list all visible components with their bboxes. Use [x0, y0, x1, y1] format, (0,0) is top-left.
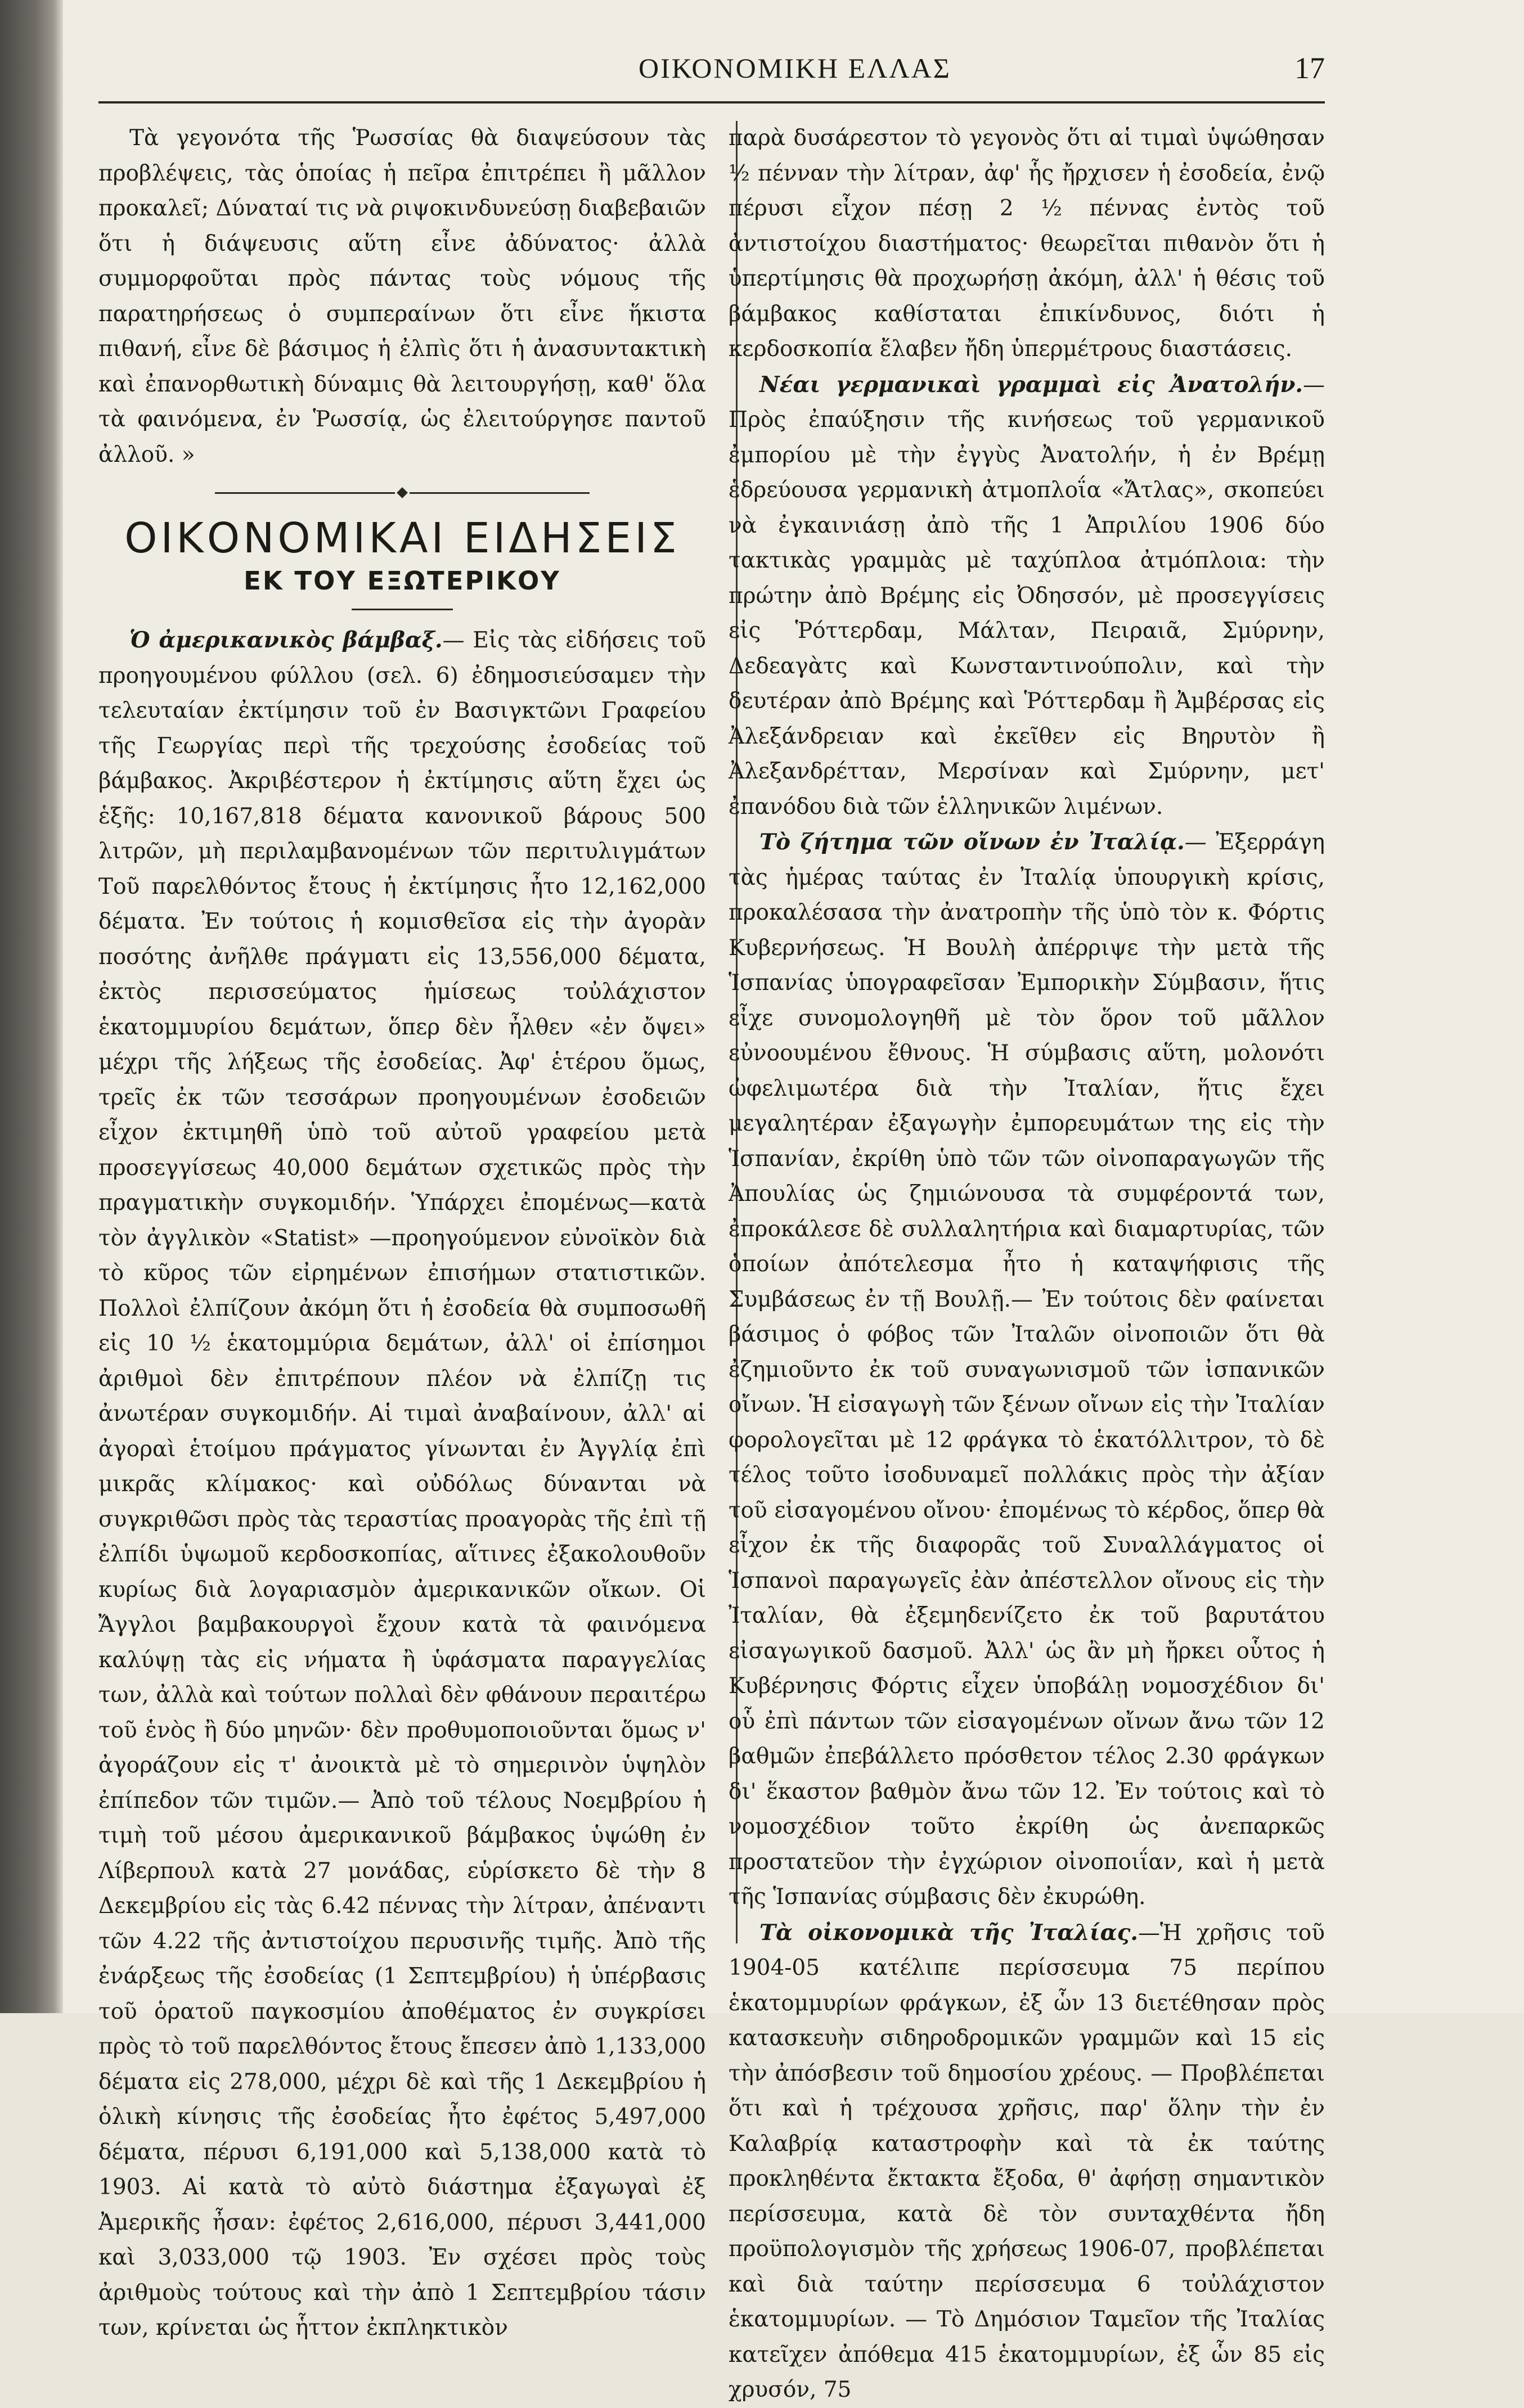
article-body-german-lines: — Πρὸς ἐπαύξησιν τῆς κινήσεως τοῦ γερμανικοῦ ἐμπορίου μὲ τὴν ἐγγὺς Ἀνατολήν, ἡ ἐν Βρέμῃ ἑδρεύουσα γερμανικὴ ἀτμοπλοΐα «Ἄτλας», σκοπεύει νὰ ἐγκαινιάσῃ ἀπὸ τῆς 1 Ἀπριλίου 1906 δύο τακτικὰς γραμμὰς μὲ ταχύπλοα ἀτμόπλοια: τὴν πρώτην ἀπὸ Βρέμης εἰς Ὀδησσόν, μὲ προσεγγίσεις εἰς Ῥόττερδαμ, Μάλταν, Πειραιᾶ, Σμύρνην, Δεδεαγὰτς καὶ Κωνσταντινούπολιν, καὶ τὴν δευτέραν ἀπὸ Βρέμης καὶ Ῥόττερδαμ ἢ Ἀμβέρσας εἰς Ἀλεξάνδρειαν καὶ ἐκεῖθεν εἰς Βηρυτὸν ἢ Ἀλεξανδρέτταν, Μερσίναν καὶ Σμύρνην, μετ' ἐπανόδου διὰ τῶν ἑλληνικῶν λιμένων.	[729, 372, 1325, 820]
left-column	[98, 121, 707, 2341]
article-heading-italian-wine: Τὸ ζήτημα τῶν οἴνων ἐν Ἰταλίᾳ.	[759, 829, 1185, 855]
article-cotton	[98, 623, 706, 2346]
article-heading-cotton: Ὁ ἀμερικανικὸς βάμβαξ.	[129, 627, 443, 653]
article-german-lines	[729, 367, 1325, 825]
article-body-cotton: — Εἰς τὰς εἰδήσεις τοῦ προηγουμένου φύλλου (σελ. 6) ἐδημοσιεύσαμεν τὴν τελευταίαν ἐκτίμησιν τοῦ ἐν Βασιγκτῶνι Γραφείου τῆς Γεωργίας περὶ τῆς τρεχούσης ἐσοδείας τοῦ βάμβακος. Ἀκριβέστερον ἡ ἐκτίμησις αὕτη ἔχει ὡς ἑξῆς: 10,167,818 δέματα κανονικοῦ βάρους 500 λιτρῶν, μὴ περιλαμβανομένων τῶν περιτυλιγμάτων Τοῦ παρελθόντος ἔτους ἡ ἐκτίμησις ἦτο 12,162,000 δέματα. Ἐν τούτοις ἡ κομισθεῖσα εἰς τὴν ἀγορὰν ποσότης ἀνῆλθε πράγματι εἰς 13,556,000 δέματα, ἐκτὸς περισσεύματος ἡμίσεως τοὐλάχιστον ἑκατομμυρίου δεμάτων, ὅπερ δὲν ἦλθεν «ἐν ὄψει» μέχρι τῆς λήξεως τῆς ἐσοδείας. Ἀφ' ἑτέρου ὅμως, τρεῖς ἐκ τῶν τεσσάρων προηγουμένων ἐσοδειῶν εἶχον ἐκτιμηθῆ ὑπὸ τοῦ αὐτοῦ γραφείου μετὰ προσεγγίσεως 40,000 δεμάτων σχετικῶς πρὸς τὴν πραγματικὴν συγκομιδήν. Ὑπάρχει ἐπομένως—κατὰ τὸν ἀγγλικὸν «Statist» —προηγούμενον εὐνοϊκὸν διὰ τὸ κῦρος τῶν εἰρημένων ἐπισήμων στατιστικῶν. Πολλοὶ ἐλπίζουν ἀκόμη ὅτι ἡ ἐσοδεία θὰ συμποσωθῆ εἰς 10 ½ ἑκατομμύρια δεμάτων, ἀλλ' οἱ ἐπίσημοι ἀριθμοὶ δὲν ἐπιτρέπουν πλέον νὰ ἐλπίζῃ τις ἀνωτέραν συγκομιδήν. Αἱ τιμαὶ ἀναβαίνουν, ἀλλ' αἱ ἀγοραὶ ἑτοίμου πράγματος γίνωνται ἐν Ἀγγλίᾳ ἐπὶ μικρᾶς κλίμακος· καὶ οὐδόλως δύνανται νὰ συγκριθῶσι πρὸς τὰς τεραστίας προαγορὰς τῆς ἐπὶ τῇ ἐλπίδι ὑψωμοῦ κερδοσκοπίας, αἵτινες ἐξακολουθοῦν κυρίως διὰ λογαριασμὸν ἀμερικανικῶν οἴκων. Οἱ Ἄγγλοι βαμβακουργοὶ ἔχουν κατὰ τὰ φαινόμενα καλύψῃ τὰς εἰς νήματα ἢ ὑφάσματα παραγγελίας των, ἀλλὰ καὶ τούτων πολλαὶ δὲν φθάνουν περαιτέρω τοῦ ἑνὸς ἢ δύο μηνῶν· δὲν προθυμοποιοῦνται ὅμως ν' ἀγοράζουν εἰς τ' ἀνοικτὰ μὲ τὸ σημερινὸν ὑψηλὸν ἐπίπεδον τῶν τιμῶν.— Ἀπὸ τοῦ τέλους Νοεμβρίου ἡ τιμὴ τοῦ μέσου ἀμερικανικοῦ βάμβακος ὑψώθη ἐν Λίβερπουλ κατὰ 27 μονάδας, εὑρίσκετο δὲ τὴν 8 Δεκεμβρίου εἰς τὰς 6.42 πέννας τὴν λίτραν, ἀπέναντι τῶν 4.22 τῆς ἀντιστοίχου περυσινῆς τιμῆς. Ἀπὸ τῆς ἐνάρξεως τῆς ἐσοδείας (1 Σεπτεμβρίου) ἡ ὑπέρβασις τοῦ ὁρατοῦ παγκοσμίου ἀποθέματος ἐν συγκρίσει πρὸς τὸ τοῦ παρελθόντος ἔτους ἔπεσεν ἀπὸ 1,133,000 δέματα εἰς 278,000, μέχρι δὲ καὶ τῆς 1 Δεκεμβρίου ἡ ὁλικὴ κίνησις τῆς ἐσοδείας ἦτο ἐφέτος 5,497,000 δέματα, πέρυσι 6,191,000 καὶ 5,138,000 κατὰ τὸ 1903. Αἱ κατὰ τὸ αὐτὸ διάστημα ἐξαγωγαὶ ἐξ Ἀμερικῆς ἦσαν: ἐφέτος 2,616,000, πέρυσι 3,441,000 καὶ 3,033,000 τῷ 1903. Ἐν σχέσει πρὸς τοὺς ἀριθμοὺς τούτους καὶ τὴν ἀπὸ 1 Σεπτεμβρίου τάσιν των, κρίνεται ὡς ἧττον ἐκπληκτικὸν	[98, 628, 707, 2341]
ornament-diamond-icon	[397, 487, 408, 498]
section-subtitle: ΕΚ ΤΟΥ ΕΞΩΤΕΡΙΚΟΥ	[244, 566, 561, 596]
section-title: ΟΙΚΟΝΟΜΙΚΑΙ ΕΙΔΗΣΕΙΣ	[124, 514, 680, 562]
running-title: ΟΙΚΟΝΟΜΙΚΗ ΕΛΛΑΣ	[639, 52, 951, 84]
article-italian-finances	[729, 1915, 1325, 2408]
right-column	[706, 121, 1325, 2402]
ornament-line-left	[215, 492, 395, 494]
article-heading-italian-finances: Τὰ οἰκονομικὰ τῆς Ἰταλίας.	[759, 1919, 1138, 1946]
article-body-italian-wine: — Ἐξερράγη τὰς ἡμέρας ταύτας ἐν Ἰταλίᾳ ὑπουργικὴ κρίσις, προκαλέσασα τὴν ἀνατροπὴν τῆς ὑπὸ τὸν κ. Φόρτις Κυβερνήσεως. Ἡ Βουλὴ ἀπέρριψε τὴν μετὰ τῆς Ἱσπανίας ὑπογραφεῖσαν Ἐμπορικὴν Σύμβασιν, ἥτις εἶχε συνομολογηθῆ μὲ τὸν ὅρον τοῦ μᾶλλον εὐνοουμένου ἔθνους. Ἡ σύμβασις αὕτη, μολονότι ὠφελιμωτέρα διὰ τὴν Ἰταλίαν, ἥτις ἔχει μεγαλητέραν ἐξαγωγὴν ἐμπορευμάτων της εἰς τὴν Ἱσπανίαν, ἐκρίθη ὑπὸ τῶν τῶν οἰνοπαραγωγῶν τῆς Ἀπουλίας ὡς ζημιώνουσα τὰ συμφέροντά των, ἐπροκάλεσε δὲ συλλαλητήρια καὶ διαμαρτυρίας, τῶν ὁποίων ἀπότελεσμα ἦτο ἡ καταψήφισις τῆς Συμβάσεως ἐν τῇ Βουλῇ.— Ἐν τούτοις δὲν φαίνεται βάσιμος ὁ φόβος τῶν Ἰταλῶν οἰνοποιῶν ὅτι θὰ ἐζημιοῦντο ἐκ τοῦ συναγωνισμοῦ τῶν ἰσπανικῶν οἴνων. Ἡ εἰσαγωγὴ τῶν ξένων οἴνων εἰς τὴν Ἰταλίαν φορολογεῖται μὲ 12 φράγκα τὸ ἑκατόλλιτρον, τὸ δὲ τέλος τοῦτο ἰσοδυναμεῖ πολλάκις πρὸς τὴν ἀξίαν τοῦ εἰσαγομένου οἴνου· ἐπομένως τὸ κέρδος, ὅπερ θὰ εἶχον ἐκ τῆς διαφορᾶς τοῦ Συναλλάγματος οἱ Ἱσπανοὶ παραγωγεῖς ἐὰν ἀπέστελλον οἴνους εἰς τὴν Ἰταλίαν, θὰ ἐξεμηδενίζετο ἐκ τοῦ βαρυτάτου εἰσαγωγικοῦ δασμοῦ. Ἀλλ' ὡς ἂν μὴ ἤρκει οὗτος ἡ Κυβέρνησις Φόρτις εἶχεν ὑποβάλῃ νομοσχέδιον δι' οὗ ἐπὶ πάντων τῶν εἰσαγομένων οἴνων ἄνω τῶν 12 βαθμῶν ἐπεβάλλετο πρόσθετον τέλος 2.30 φράγκων δι' ἕκαστον βαθμὸν ἄνω τῶν 12. Ἐν τούτοις καὶ τὸ νομοσχέδιον τοῦτο ἐκρίθη ὡς ἀνεπαρκῶς προστατεῦον τὴν ἐγχώριον οἰνοποιΐαν, καὶ ἡ μετὰ τῆς Ἱσπανίας σύμβασις δὲν ἐκυρώθη.	[729, 830, 1325, 1910]
article-heading-german-lines: Νέαι γερμανικαὶ γραμμαὶ εἰς Ἀνατολήν.	[759, 371, 1303, 398]
ornament-divider	[98, 476, 706, 510]
cotton-continuation: παρὰ δυσάρεστον τὸ γεγονὸς ὅτι αἱ τιμαὶ ὑψώθησαν ½ πένναν τὴν λίτραν, ἀφ' ἧς ἤρχισεν ἡ ἐσοδεία, ἐνῷ πέρυσι εἶχον πέσῃ 2 ½ πέννας ἐντὸς τοῦ ἀντιστοίχου διαστήματος· θεωρεῖται πιθανὸν ὅτι ἡ ὑπερτίμησις θὰ προχωρήσῃ ἀκόμη, ἀλλ' ἡ θέσις τοῦ βάμβακος καθίσταται ἐπικίνδυνος, διότι ἡ κερδοσκοπία ἔλαβεν ἤδη ὑπερμέτρους διαστάσεις.	[729, 125, 1325, 362]
article-body-italian-finances: —Ἡ χρῆσις τοῦ 1904-05 κατέλιπε περίσσευμα 75 περίπου ἑκατομμυρίων φράγκων, ἐξ ὧν 13 διετέθησαν πρὸς κατασκευὴν σιδηροδρομικῶν γραμμῶν καὶ 15 εἰς τὴν ἀπόσβεσιν τοῦ δημοσίου χρέους. — Προβλέπεται ὅτι καὶ ἡ τρέχουσα χρῆσις, παρ' ὅλην τὴν ἐν Καλαβρίᾳ καταστροφὴν καὶ τὰ ἐκ ταύτης προκληθέντα ἔκτακτα ἔξοδα, θ' ἀφήσῃ σημαντικὸν περίσσευμα, κατὰ δὲ τὸν συνταχθέντα ἤδη προϋπολογισμὸν τῆς χρήσεως 1906-07, προβλέπεται καὶ διὰ ταύτην περίσσευμα 6 τοὐλάχιστον ἑκατομμυρίων. — Τὸ Δημόσιον Ταμεῖον τῆς Ἰταλίας κατεῖχεν ἀπόθεμα 415 ἑκατομμυρίων, ἐξ ὧν 85 εἰς χρυσόν, 75	[729, 1920, 1325, 2402]
section-rule	[352, 609, 453, 610]
continuation-paragraph: Τὰ γεγονότα τῆς Ῥωσσίας θὰ διαψεύσουν τὰς προβλέψεις, τὰς ὁποίας ἡ πεῖρα ἐπιτρέπει ἢ μᾶλλον προκαλεῖ; Δύναταί τις νὰ ριψοκινδυνεύσῃ διαβεβαιῶν ὅτι ἡ διάψευσις αὕτη εἶνε ἀδύνατος· ἀλλὰ συμμορφοῦται πρὸς πάντας τοὺς νόμους τῆς παρατηρήσεως ὁ συμπεραίνων ὅτι εἶνε ἥκιστα πιθανή, εἶνε δὲ βάσιμος ἡ ἐλπὶς ὅτι ἡ ἀνασυντακτικὴ καὶ ἐπανορθωτικὴ δύναμις θὰ λειτουργήσῃ, καθ' ὅλα τὰ φαινόμενα, ἐν Ῥωσσίᾳ, ὡς ἐλειτούργησε παντοῦ ἀλλοῦ. »	[98, 125, 706, 467]
article-italian-wine	[729, 825, 1325, 1915]
page-header	[98, 39, 1325, 103]
book-binding-edge	[0, 0, 63, 2013]
ornament-line-right	[410, 492, 590, 494]
page-number: 17	[1294, 51, 1325, 85]
